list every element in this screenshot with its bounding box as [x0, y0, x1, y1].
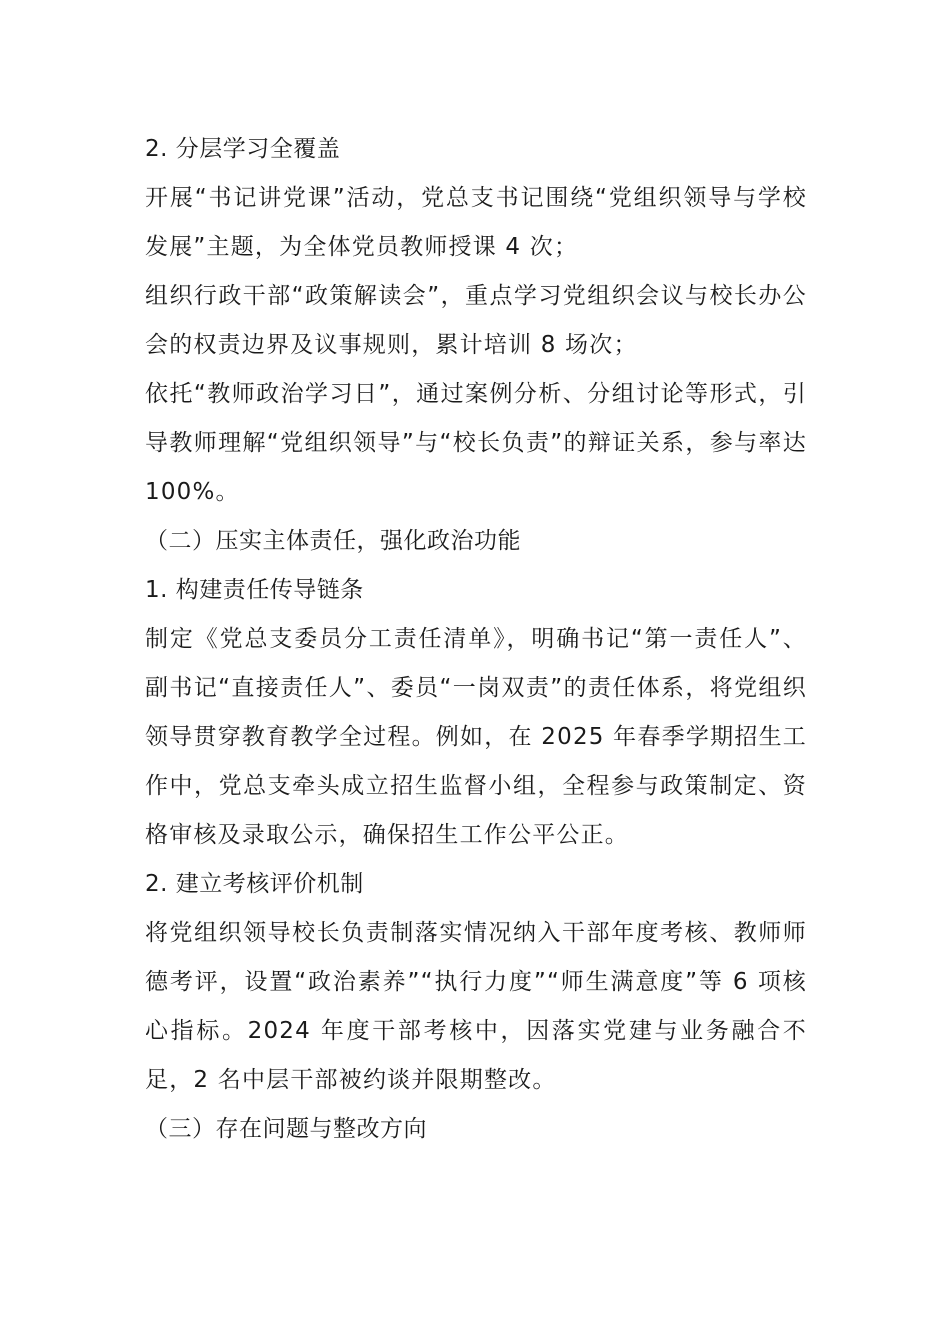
- section-heading-problems: （三）存在问题与整改方向: [145, 1116, 427, 1142]
- section-heading-responsibility: （二）压实主体责任，强化政治功能: [145, 528, 521, 554]
- subheading-responsibility-chain: 1. 构建责任传导链条: [145, 577, 364, 603]
- paragraph-party-lecture: 开展“书记讲党课”活动，党总支书记围绕“党组织领导与学校发展”主题，为全体党员教师授课 4 次；: [145, 185, 807, 260]
- subheading-assessment-mechanism: 2. 建立考核评价机制: [145, 871, 364, 897]
- subheading-layered-learning: 2. 分层学习全覆盖: [145, 136, 341, 162]
- paragraph-assessment: 将党组织领导校长负责制落实情况纳入干部年度考核、教师师德考评，设置“政治素养”“执行力度”“师生满意度”等 6 项核心指标。2024 年度干部考核中，因落实党建与业务融合不足，2 名中层干部被约谈并限期整改。: [145, 920, 807, 1093]
- paragraph-policy-session: 组织行政干部“政策解读会”，重点学习党组织会议与校长办公会的权责边界及议事规则，累计培训 8 场次；: [145, 283, 807, 358]
- document-body: [145, 125, 807, 1154]
- paragraph-responsibility-list: 制定《党总支委员分工责任清单》，明确书记“第一责任人”、副书记“直接责任人”、委员“一岗双责”的责任体系，将党组织领导贯穿教育教学全过程。例如，在 2025 年春季学期招生工作中，党总支牵头成立招生监督小组，全程参与政策制定、资格审核及录取公示，确保招生工作公平公正。: [145, 626, 807, 848]
- paragraph-political-study-day: 依托“教师政治学习日”，通过案例分析、分组讨论等形式，引导教师理解“党组织领导”与“校长负责”的辩证关系，参与率达 100%。: [145, 381, 807, 505]
